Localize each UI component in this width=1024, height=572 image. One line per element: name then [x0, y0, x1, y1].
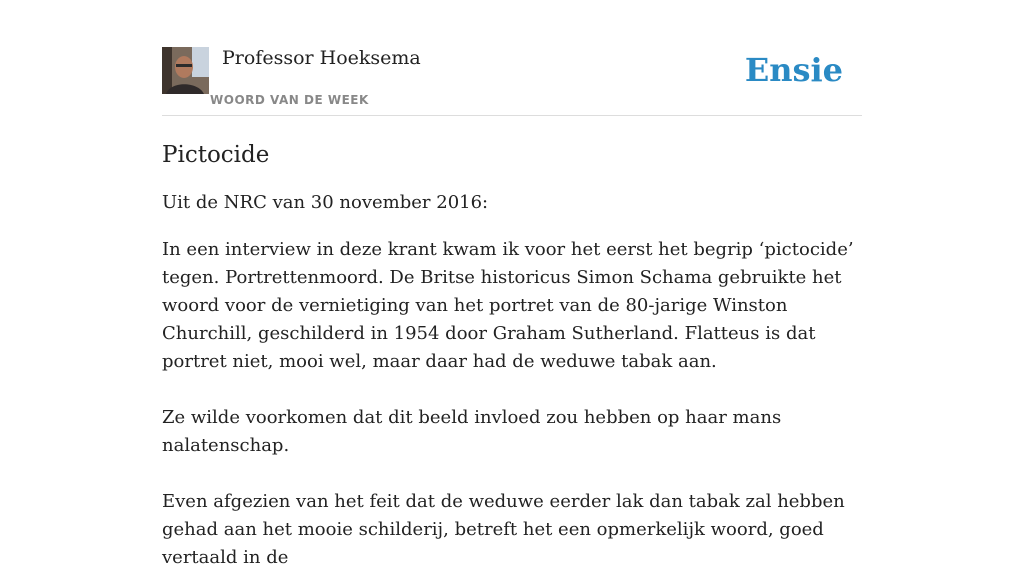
category-label[interactable]: WOORD VAN DE WEEK: [210, 93, 369, 107]
article-header: [162, 46, 862, 116]
avatar[interactable]: [162, 47, 209, 94]
article-intro: Uit de NRC van 30 november 2016:: [162, 192, 489, 213]
profile-photo-icon: [162, 47, 209, 94]
author-name[interactable]: Professor Hoeksema: [222, 47, 421, 69]
article-title: Pictocide: [162, 142, 270, 168]
article-paragraph: Even afgezien van het feit dat de weduwe eerder lak dan tabak zal hebben gehad aan het mooie schilderij, betreft het een opmerkelijk woord, goed vertaald in de: [162, 491, 845, 568]
article-paragraph: In een interview in deze krant kwam ik voor het eerst het begrip ‘pictocide’ tegen. Portrettenmoord. De Britse historicus Simon Schama gebruikte het woord voor de vernietiging van het portret van de 80-jarige Winston Churchill, geschilderd in 1954 door Graham Sutherland. Flatteus is dat portret niet, mooi wel, maar daar had de weduwe tabak aan.: [162, 239, 854, 372]
article-paragraph: Ze wilde voorkomen dat dit beeld invloed zou hebben op haar mans nalatenschap.: [162, 407, 782, 456]
brand-logo[interactable]: Ensie: [744, 51, 843, 89]
article-content: [162, 138, 862, 572]
